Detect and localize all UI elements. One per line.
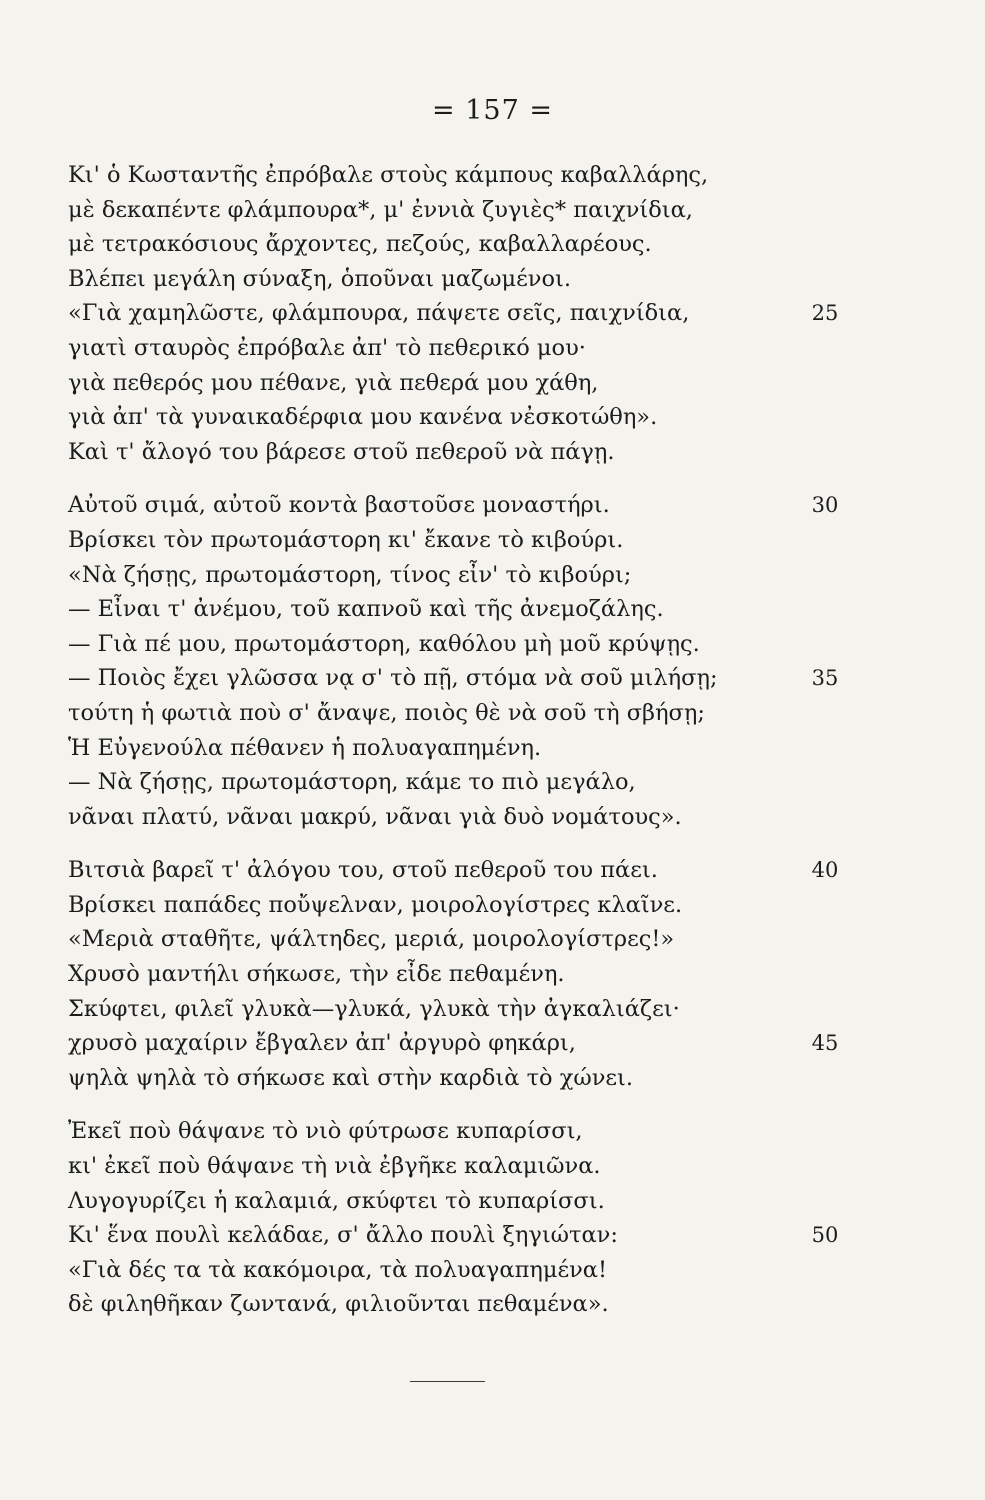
- line-number: 35: [811, 666, 839, 691]
- verse-line: [68, 331, 828, 366]
- verse-line: [68, 922, 828, 957]
- verse-text: τούτη ἡ φωτιὰ ποὺ σ' ἄναψε, ποιὸς θὲ νὰ σοῦ τὴ σβήσῃ;: [68, 699, 705, 726]
- verse-text: Βιτσιὰ βαρεῖ τ' ἀλόγου του, στοῦ πεθεροῦ του πάει.: [68, 857, 658, 884]
- verse-text: — Γιὰ πέ μου, πρωτομάστορη, καθόλου μὴ μοῦ κρύψῃς.: [68, 630, 700, 657]
- verse-line: [68, 1253, 828, 1288]
- verse-text: μὲ τετρακόσιους ἄρχοντες, πεζούς, καβαλλαρέους.: [68, 231, 652, 258]
- poem-body: [68, 158, 839, 1322]
- stanza: [68, 158, 839, 469]
- line-number: 45: [811, 1031, 839, 1056]
- verse-text: Βλέπει μεγάλη σύναξη, ὁποῦναι μαζωμένοι.: [68, 265, 572, 292]
- verse-line: [68, 1287, 828, 1322]
- stanza: [68, 1114, 839, 1322]
- verse-line: [68, 1218, 839, 1253]
- verse-line: [68, 296, 839, 331]
- verse-line: [68, 435, 828, 470]
- stanza: [68, 488, 839, 834]
- verse-text: Βρίσκει παπάδες ποὔψελναν, μοιρολογίστρες κλαῖνε.: [68, 891, 683, 918]
- verse-line: [68, 661, 839, 696]
- verse-text: ψηλὰ ψηλὰ τὸ σήκωσε καὶ στὴν καρδιὰ τὸ χώνει.: [68, 1064, 634, 1091]
- stanza-gap: [68, 469, 828, 488]
- verse-text: Σκύφτει, φιλεῖ γλυκὰ—γλυκά, γλυκὰ τὴν ἀγκαλιάζει·: [68, 995, 680, 1022]
- verse-text: Χρυσὸ μαντήλι σήκωσε, τὴν εἶδε πεθαμένη.: [68, 961, 565, 988]
- line-number: 50: [811, 1223, 839, 1248]
- verse-text: γιὰ πεθερός μου πέθανε, γιὰ πεθερά μου χάθη,: [68, 369, 599, 396]
- verse-line: [68, 1149, 828, 1184]
- verse-line: [68, 158, 828, 193]
- verse-text: χρυσὸ μαχαίριν ἔβγαλεν ἀπ' ἀργυρὸ φηκάρι,: [68, 1030, 576, 1057]
- verse-text: Καὶ τ' ἄλογό του βάρεσε στοῦ πεθεροῦ νὰ πάγῃ.: [68, 438, 615, 465]
- verse-text: Αὐτοῦ σιμά, αὐτοῦ κοντὰ βαστοῦσε μοναστήρι.: [68, 492, 610, 519]
- verse-text: μὲ δεκαπέντε φλάμπουρα*, μ' ἐννιὰ ζυγιὲς* παιχνίδια,: [68, 196, 693, 223]
- verse-text: «Νὰ ζήσῃς, πρωτομάστορη, τίνος εἶν' τὸ κιβούρι;: [68, 561, 632, 588]
- verse-text: νᾶναι πλατύ, νᾶναι μακρύ, νᾶναι γιὰ δυὸ νομάτους».: [68, 803, 682, 830]
- verse-line: [68, 1184, 828, 1219]
- verse-text: «Γιὰ χαμηλῶστε, φλάμπουρα, πάψετε σεῖς, παιχνίδια,: [68, 300, 690, 327]
- verse-text: — Νὰ ζήσῃς, πρωτομάστορη, κάμε το πιὸ μεγάλο,: [68, 769, 636, 796]
- verse-text: Βρίσκει τὸν πρωτομάστορη κι' ἔκανε τὸ κιβούρι.: [68, 526, 624, 553]
- verse-text: Ἡ Εὐγενούλα πέθανεν ἡ πολυαγαπημένη.: [68, 734, 542, 761]
- verse-line: [68, 957, 828, 992]
- verse-text: γιατὶ σταυρὸς ἐπρόβαλε ἀπ' τὸ πεθερικό μου·: [68, 334, 586, 361]
- verse-text: — Εἶναι τ' ἀνέμου, τοῦ καπνοῦ καὶ τῆς ἀνεμοζάλης.: [68, 596, 664, 623]
- verse-line: [68, 193, 828, 228]
- end-rule: [410, 1381, 485, 1382]
- verse-line: [68, 558, 828, 593]
- verse-text: κι' ἐκεῖ ποὺ θάψανε τὴ νιὰ ἐβγῆκε καλαμιῶνα.: [68, 1153, 601, 1180]
- verse-line: [68, 888, 828, 923]
- verse-text: «Μεριὰ σταθῆτε, ψάλτηδες, μεριά, μοιρολογίστρες!»: [68, 926, 675, 953]
- line-number: 25: [811, 301, 839, 326]
- verse-line: [68, 696, 828, 731]
- verse-text: — Ποιὸς ἔχει γλῶσσα νᾳ σ' τὸ πῇ, στόμα νὰ σοῦ μιλήσῃ;: [68, 665, 718, 692]
- stanza-gap: [68, 834, 828, 853]
- verse-text: «Γιὰ δές τα τὰ κακόμοιρα, τὰ πολυαγαπημένα!: [68, 1256, 608, 1283]
- verse-text: Λυγογυρίζει ἡ καλαμιά, σκύφτει τὸ κυπαρίσσι.: [68, 1187, 605, 1214]
- verse-line: [68, 1026, 839, 1061]
- page-number: = 157 =: [432, 95, 553, 126]
- verse-line: [68, 1114, 828, 1149]
- line-number: 40: [811, 858, 839, 883]
- verse-line: [68, 592, 828, 627]
- verse-line: [68, 853, 839, 888]
- verse-line: [68, 731, 828, 766]
- verse-line: [68, 262, 828, 297]
- verse-text: Ἐκεῖ ποὺ θάψανε τὸ νιὸ φύτρωσε κυπαρίσσι,: [68, 1118, 583, 1145]
- verse-line: [68, 366, 828, 401]
- verse-text: δὲ φιληθῆκαν ζωντανά, φιλιοῦνται πεθαμένα».: [68, 1291, 609, 1318]
- verse-line: [68, 627, 828, 662]
- verse-line: [68, 488, 839, 523]
- verse-line: [68, 765, 828, 800]
- verse-line: [68, 400, 828, 435]
- stanza-gap: [68, 1095, 828, 1114]
- verse-text: Κι' ἕνα πουλὶ κελάδαε, σ' ἄλλο πουλὶ ξηγιώταν:: [68, 1222, 618, 1249]
- verse-line: [68, 992, 828, 1027]
- line-number: 30: [811, 493, 839, 518]
- verse-text: γιὰ ἀπ' τὰ γυναικαδέρφια μου κανένα νἐσκοτώθη».: [68, 404, 658, 431]
- verse-text: Κι' ὁ Κωσταντῆς ἐπρόβαλε στοὺς κάμπους καβαλλάρης,: [68, 162, 709, 188]
- stanza: [68, 853, 839, 1095]
- verse-line: [68, 800, 828, 835]
- verse-line: [68, 1061, 828, 1096]
- verse-line: [68, 227, 828, 262]
- verse-line: [68, 523, 828, 558]
